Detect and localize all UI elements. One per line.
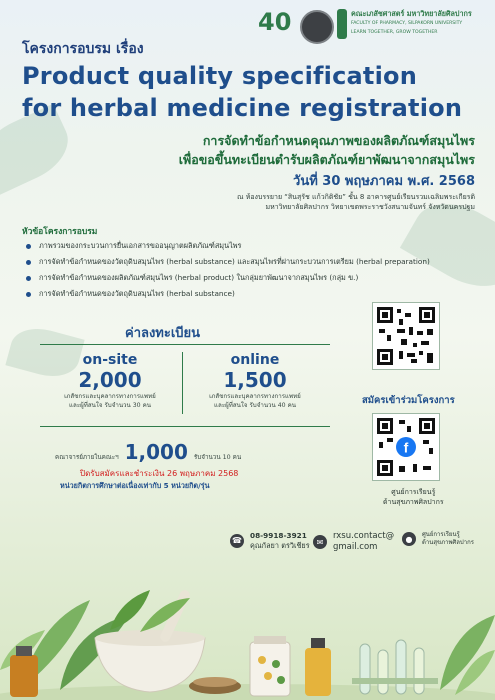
facebook-line1: ศูนย์การเรียนรู้ bbox=[422, 531, 460, 538]
teacher-fee-prefix: คณาจารย์ภายในคณะฯ bbox=[55, 454, 119, 461]
email-line2: gmail.com bbox=[333, 542, 378, 553]
bullet-icon bbox=[26, 292, 31, 297]
anniversary-logo: 40 bbox=[258, 8, 292, 36]
onsite-desc1: เภสัชกรและบุคลากรทางการแพทย์ bbox=[64, 393, 156, 400]
facebook-qr-label-line1: ศูนย์การเรียนรู้ bbox=[391, 488, 436, 496]
location-pin-icon: ● bbox=[402, 532, 416, 546]
facebook-qr-label bbox=[383, 488, 444, 508]
faculty-name-th: คณะเภสัชศาสตร์ มหาวิทยาลัยศิลปากร bbox=[351, 9, 472, 18]
onsite-label: on-site bbox=[82, 352, 138, 368]
herbal-illustration bbox=[0, 560, 495, 700]
project-label: โครงการอบรม เรื่อง bbox=[22, 41, 144, 57]
onsite-price: 2,000 bbox=[78, 368, 142, 392]
contact-email[interactable] bbox=[313, 531, 394, 554]
facebook-qr-code[interactable] bbox=[372, 413, 440, 481]
topic-text: การจัดทำข้อกำหนดของผลิตภัณฑ์สมุนไพร (herbal product) ในกลุ่มยาพัฒนาจากสมุนไพร (กลุ่ม ข.) bbox=[39, 272, 359, 282]
online-fee bbox=[190, 352, 320, 411]
bullet-icon bbox=[26, 244, 31, 249]
email-line1: rxsu.contact@ bbox=[333, 531, 395, 541]
venue bbox=[237, 192, 475, 212]
topics-list bbox=[26, 238, 476, 302]
facebook-line2: ด้านสุขภาพศิลปากร bbox=[422, 539, 474, 547]
phone-number: 08-9918-3921 bbox=[250, 531, 307, 540]
faculty-name-en: FACULTY OF PHARMACY, SILPAKORN UNIVERSITY bbox=[351, 21, 463, 26]
teacher-fee-suffix: รับจำนวน 10 คน bbox=[193, 454, 242, 461]
bullet-icon bbox=[26, 260, 31, 265]
teacher-fee-price: 1,000 bbox=[124, 440, 188, 464]
title-th-line2: เพื่อขอขึ้นทะเบียนตำรับผลิตภัณฑ์ยาพัฒนาจากสมุนไพร bbox=[178, 152, 475, 167]
contact-person: คุณกัลยา ตรวิเชียร bbox=[250, 540, 310, 550]
teacher-fee bbox=[55, 440, 241, 464]
bullet-icon bbox=[26, 276, 31, 281]
topic-item bbox=[26, 254, 476, 270]
divider bbox=[40, 426, 330, 427]
svg-text:f: f bbox=[403, 439, 409, 456]
register-qr-label: สมัครเข้าร่วมโครงการ bbox=[362, 395, 455, 406]
topic-text: การจัดทำข้อกำหนดของวัตถุดิบสมุนไพร (herbal substance) bbox=[39, 288, 235, 298]
topic-item bbox=[26, 286, 476, 302]
faculty-logo-mark bbox=[337, 9, 347, 39]
topic-text: ภาพรวมของกระบวนการยื่นเอกสารขออนุญาตผลิตภัณฑ์สมุนไพร bbox=[39, 240, 242, 250]
title-en-line1: Product quality specification bbox=[22, 62, 417, 90]
faculty-slogan: LEARN TOGETHER, GROW TOGETHER bbox=[351, 30, 438, 35]
contact-facebook[interactable] bbox=[402, 531, 474, 547]
phone-icon: ☎ bbox=[230, 534, 244, 548]
onsite-fee bbox=[45, 352, 175, 411]
registration-deadline: ปิดรับสมัครและชำระเงิน 26 พฤษภาคม 2568 bbox=[80, 469, 239, 478]
online-price: 1,500 bbox=[223, 368, 287, 392]
topics-heading: หัวข้อโครงการอบรม bbox=[22, 227, 98, 237]
online-desc1: เภสัชกรและบุคลากรทางการแพทย์ bbox=[209, 393, 301, 400]
topic-text: การจัดทำข้อกำหนดของวัตถุดิบสมุนไพร (herbal substance) และสมุนไพรที่ผ่านกระบวนการเตรียม (herbal preparation) bbox=[39, 256, 430, 266]
divider bbox=[40, 344, 330, 345]
topic-item bbox=[26, 238, 476, 254]
event-date: วันที่ 30 พฤษภาคม พ.ศ. 2568 bbox=[293, 174, 475, 189]
topic-item bbox=[26, 270, 476, 286]
venue-line2: มหาวิทยาลัยศิลปากร วิทยาเขตพระราชวังสนามจันทร์ จังหวัดนครปฐม bbox=[265, 203, 475, 212]
email-icon: ✉ bbox=[313, 535, 327, 549]
facebook-qr-label-line2: ด้านสุขภาพศิลปากร bbox=[383, 497, 444, 506]
university-seal-icon bbox=[300, 10, 334, 44]
credit-info: หน่วยกิตการศึกษาต่อเนื่องเท่ากับ 5 หน่วยกิต/รุ่น bbox=[60, 481, 210, 490]
online-desc2: และผู้ที่สนใจ รับจำนวน 40 คน bbox=[214, 402, 296, 410]
contact-phone[interactable] bbox=[230, 531, 310, 551]
onsite-desc2: และผู้ที่สนใจ รับจำนวน 30 คน bbox=[69, 402, 151, 410]
title-th-line1: การจัดทำข้อกำหนดคุณภาพของผลิตภัณฑ์สมุนไพร bbox=[202, 133, 475, 148]
title-en-line2: for herbal medicine registration bbox=[22, 94, 463, 122]
register-qr-code[interactable] bbox=[372, 302, 440, 370]
online-label: online bbox=[230, 352, 280, 368]
venue-line1: ณ ห้องบรรยาย “สินสุรัช แก้วกิติชัย” ชั้น 8 อาคารศูนย์เรียนรวมเฉลิมพระเกียรติ bbox=[237, 193, 475, 201]
fee-heading: ค่าลงทะเบียน bbox=[125, 326, 201, 341]
divider bbox=[182, 352, 183, 414]
